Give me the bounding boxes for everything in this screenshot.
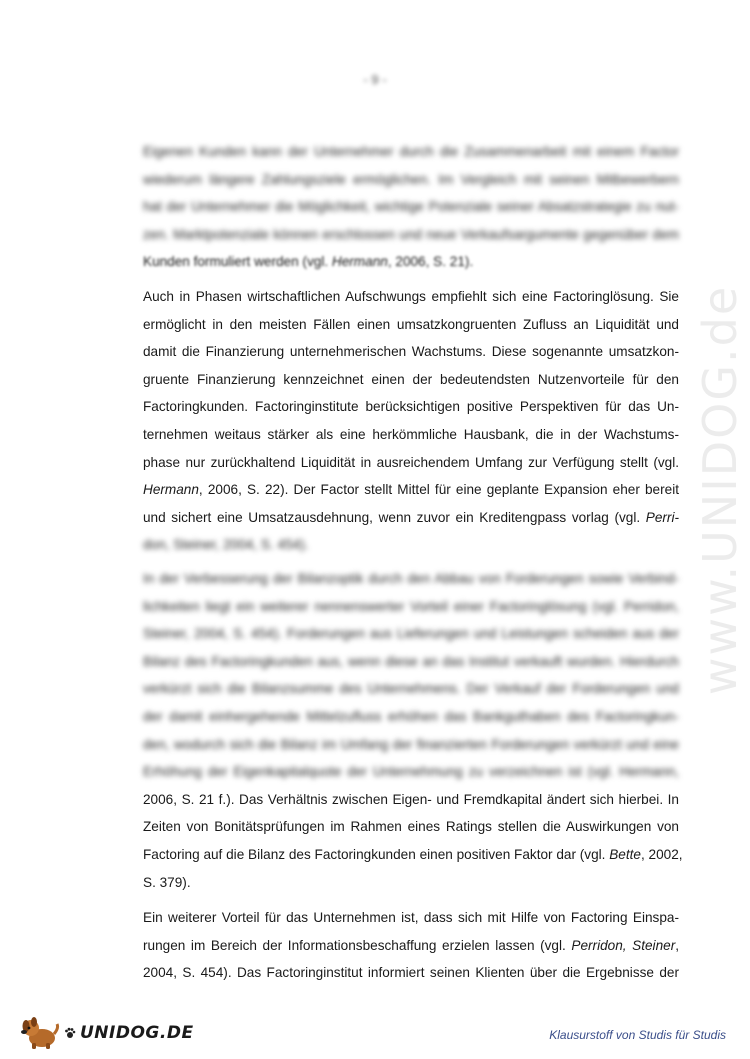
text-line: ermöglicht in den meisten Fällen einen umsatzkongruenten Zufluss an Liquidität und xyxy=(143,316,679,332)
blurred-line: den, wodurch sich die Bilanz im Umfang der finanzierten Forderungen verkürzt und eine xyxy=(143,736,679,752)
paragraph-3 xyxy=(143,565,683,896)
blurred-line: Bilanz des Factoringkunden aus, wenn diese an das Institut verkauft wurden. Hierdurch xyxy=(143,653,679,669)
blurred-line: der damit einhergehende Mittelzufluss erhöhen das Bankguthaben des Factoringkun- xyxy=(143,708,679,724)
text-line: Factoringkunden. Factoringinstitute berücksichtigen positive Perspektiven für das Un- xyxy=(143,399,679,415)
text-segment: , 2002, xyxy=(640,846,683,862)
blurred-line: Erhöhung der Eigenkapitalquote der Unternehmung zu verzeichnen ist (vgl. Hermann, xyxy=(143,764,679,780)
text-segment: , xyxy=(675,937,679,953)
page-number: - 9 - xyxy=(363,72,387,87)
text-line: 2006, S. 21 f.). Das Verhältnis zwischen Eigen- und Fremdkapital ändert sich hierbei. In xyxy=(143,791,679,807)
text-line: 2004, S. 454). Das Factoringinstitut informiert seinen Klienten über die Ergebnisse der xyxy=(143,965,679,981)
text-segment: Kunden formuliert werden (vgl. xyxy=(143,254,332,270)
blurred-line: Eigenen Kunden kann der Unternehmer durch die Zusammenarbeit mit einem Factor xyxy=(143,144,679,159)
blurred-line: hat der Unternehmer die Möglichkeit, wichtige Potenziale seiner Absatzstrategie zu nut- xyxy=(143,199,679,215)
text-line: gruente Finanzierung kennzeichnet einen der bedeutendsten Nutzenvorteile für den xyxy=(143,371,679,387)
text-segment: und sichert eine Umsatzausdehnung, wenn zuvor ein Kreditengpass vorlag (vgl. xyxy=(143,509,646,525)
text-line: ternehmen weitaus stärker als eine herkömmliche Hausbank, die in der Wachstums- xyxy=(143,426,679,442)
citation-author: Hermann xyxy=(143,482,199,498)
text-line: Zeiten von Bonitätsprüfungen im Rahmen eines Ratings stellen die Auswirkungen von xyxy=(143,819,679,835)
text-line: Auch in Phasen wirtschaftlichen Aufschwungs empfiehlt sich eine Factoringlösung. Sie xyxy=(143,289,679,304)
paragraph-2 xyxy=(143,283,679,559)
footer-tagline: Klausurstoff von Studis für Studis xyxy=(549,1028,726,1042)
text-line xyxy=(143,476,679,504)
citation-author: Perridon, Steiner xyxy=(571,937,676,953)
text-line xyxy=(143,932,679,960)
blurred-line: verkürzt sich die Bilanzsumme des Unternehmens. Der Verkauf der Forderungen und xyxy=(143,681,679,697)
dog-icon xyxy=(20,1016,60,1050)
citation-author: Perri- xyxy=(645,509,679,525)
citation-author: Hermann xyxy=(331,254,388,270)
paw-icon xyxy=(64,1027,76,1039)
text-line xyxy=(143,248,679,276)
text-line xyxy=(143,504,679,532)
paragraph-1 xyxy=(143,138,679,276)
unidog-logo xyxy=(20,1015,194,1051)
blurred-line: wiederum längere Zahlungsziele ermöglichen. Im Vergleich mit seinen Mitbewerbern xyxy=(143,171,679,187)
text-line: Ein weiterer Vorteil für das Unternehmen ist, dass sich mit Hilfe von Factoring Einspa- xyxy=(143,910,679,925)
logo-text: UNIDOG.DE xyxy=(80,1023,194,1043)
text-line: damit die Finanzierung unternehmerischen Wachstums. Diese sogenannte umsatzkon- xyxy=(143,344,679,360)
citation-author: Bette xyxy=(609,846,641,862)
text-line: S. 379). xyxy=(143,874,191,890)
blurred-line: lichkeiten liegt ein weiterer nennenswerter Vorteil einer Factoringlösung (vgl. Perridon, xyxy=(143,598,679,614)
blurred-line: Steiner, 2004, S. 454). Forderungen aus Lieferungen und Leistungen scheiden aus der xyxy=(143,626,679,642)
text-segment: Factoring auf die Bilanz des Factoringkunden einen positiven Faktor dar (vgl. xyxy=(143,846,610,862)
blurred-line: zen. Marktpotenziale können erschlossen und neue Verkaufsargumente gegenüber dem xyxy=(143,226,679,242)
blurred-line: don, Steiner, 2004, S. 454). xyxy=(143,537,309,553)
paragraph-4 xyxy=(143,904,679,987)
text-line xyxy=(143,841,683,869)
text-segment: , 2006, S. 21). xyxy=(387,254,474,270)
text-segment: rungen im Bereich der Informationsbeschaffung erzielen lassen (vgl. xyxy=(143,937,572,953)
blurred-line: In der Verbesserung der Bilanzoptik durch den Abbau von Forderungen sowie Verbind- xyxy=(143,571,679,586)
watermark-text: www.UNIDOG.de xyxy=(693,284,747,696)
text-line: phase nur zurückhaltend Liquidität in ausreichendem Umfang zur Verfügung stellt (vgl. xyxy=(143,454,679,470)
text-segment: , 2006, S. 22). Der Factor stellt Mittel für eine geplante Expansion eher bereit xyxy=(198,482,679,498)
